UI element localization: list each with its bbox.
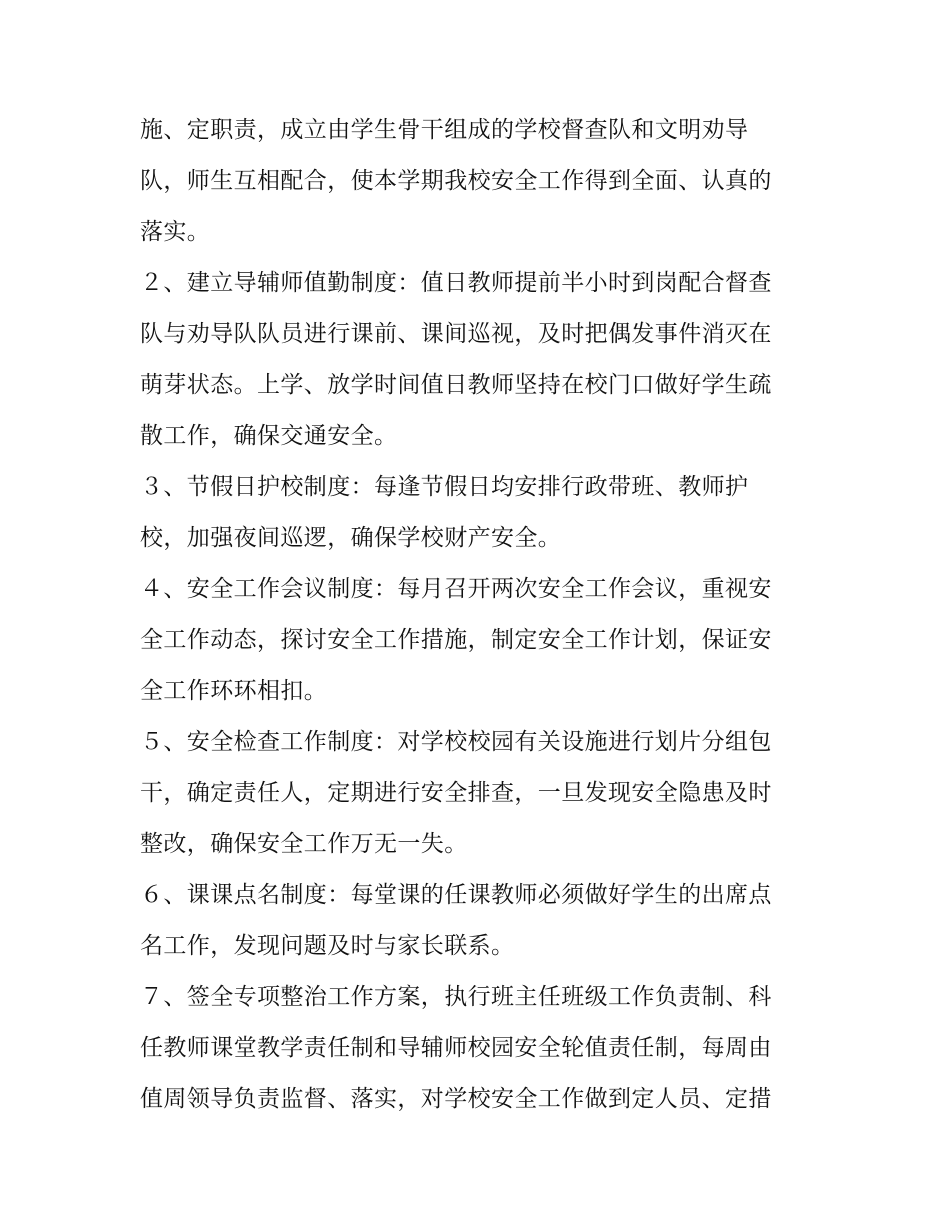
text-line: 校，加强夜间巡逻，确保学校财产安全。 — [140, 525, 562, 551]
text-line: 名工作，发现问题及时与家长联系。 — [140, 933, 515, 959]
text-line: 施、定职责，成立由学生骨干组成的学校督查队和文明劝导 — [140, 117, 749, 143]
text-line: ６、课课点名制度：每堂课的任课教师必须做好学生的出席点 — [140, 882, 772, 908]
text-line: ４、安全工作会议制度：每月召开两次安全工作会议，重视安 — [140, 576, 772, 602]
text-line: 全工作环环相扣。 — [140, 678, 328, 704]
text-line: 萌芽状态。上学、放学时间值日教师坚持在校门口做好学生疏 — [140, 372, 772, 398]
text-line: ５、安全检查工作制度：对学校校园有关设施进行划片分组包 — [140, 729, 772, 755]
text-line: 队与劝导队队员进行课前、课间巡视，及时把偶发事件消灭在 — [140, 321, 772, 347]
text-line: 落实。 — [140, 219, 211, 245]
text-line: 干，确定责任人，定期进行安全排查，一旦发现安全隐患及时 — [140, 780, 772, 806]
text-line: 散工作，确保交通安全。 — [140, 423, 398, 449]
text-line: ３、节假日护校制度：每逢节假日均安排行政带班、教师护 — [140, 474, 749, 500]
text-line: 任教师课堂教学责任制和导辅师校园安全轮值责任制，每周由 — [140, 1035, 772, 1061]
text-line: 全工作动态，探讨安全工作措施，制定安全工作计划，保证安 — [140, 627, 772, 653]
text-line: 整改，确保安全工作万无一失。 — [140, 831, 468, 857]
text-line: 值周领导负责监督、落实，对学校安全工作做到定人员、定措 — [140, 1086, 772, 1112]
text-line: ２、建立导辅师值勤制度：值日教师提前半小时到岗配合督查 — [140, 270, 772, 296]
text-line: 队，师生互相配合，使本学期我校安全工作得到全面、认真的 — [140, 168, 772, 194]
text-line: ７、签全专项整治工作方案，执行班主任班级工作负责制、科 — [140, 984, 772, 1010]
document-body — [140, 105, 820, 1125]
